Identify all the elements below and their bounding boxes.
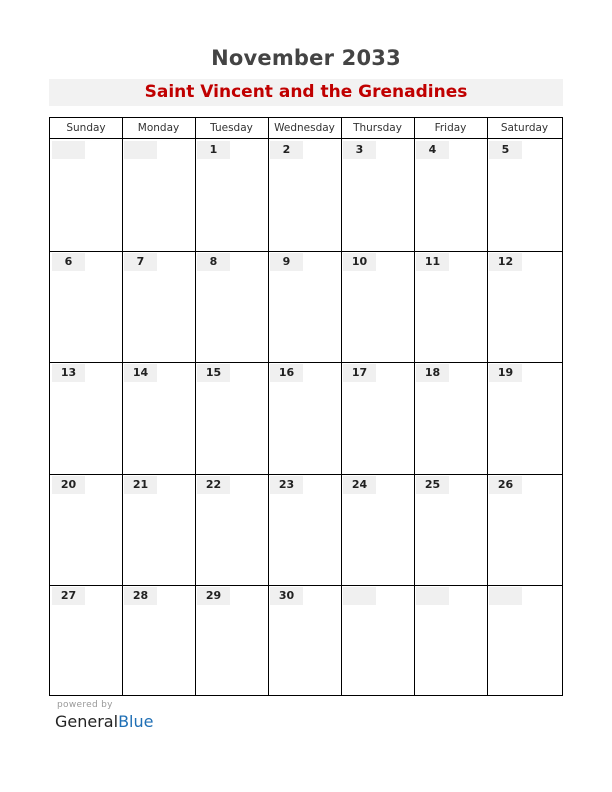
date-number: 29 [197, 587, 230, 605]
calendar-grid [49, 117, 563, 696]
day-cell[interactable] [195, 139, 268, 251]
weekday-header-5: Friday [414, 118, 487, 139]
date-number [489, 587, 522, 605]
date-number: 3 [343, 141, 376, 159]
day-cell[interactable] [487, 139, 562, 251]
day-cell[interactable] [414, 362, 487, 474]
day-cell[interactable] [268, 474, 341, 586]
date-number: 25 [416, 476, 449, 494]
weekday-header-0: Sunday [50, 118, 122, 139]
date-number: 6 [52, 253, 85, 271]
day-cell[interactable] [122, 139, 195, 251]
powered-by-label: powered by [57, 700, 113, 710]
date-number: 1 [197, 141, 230, 159]
date-number: 9 [270, 253, 303, 271]
day-cell[interactable] [341, 474, 414, 586]
date-number: 20 [52, 476, 85, 494]
date-number [52, 141, 85, 159]
day-cell[interactable] [487, 362, 562, 474]
date-number [343, 587, 376, 605]
date-number: 11 [416, 253, 449, 271]
date-number: 22 [197, 476, 230, 494]
date-number: 15 [197, 364, 230, 382]
weekday-header-3: Wednesday [268, 118, 341, 139]
day-cell[interactable] [341, 362, 414, 474]
day-cell[interactable] [50, 251, 122, 363]
day-cell[interactable] [341, 585, 414, 697]
day-cell[interactable] [195, 474, 268, 586]
day-cell[interactable] [414, 585, 487, 697]
date-number: 7 [124, 253, 157, 271]
day-cell[interactable] [487, 251, 562, 363]
day-cell[interactable] [414, 251, 487, 363]
day-cell[interactable] [50, 474, 122, 586]
date-number [124, 141, 157, 159]
weekday-header-1: Monday [122, 118, 195, 139]
date-number: 5 [489, 141, 522, 159]
day-cell[interactable] [195, 251, 268, 363]
day-cell[interactable] [268, 585, 341, 697]
page-title: November 2033 [211, 46, 401, 70]
weekday-header-4: Thursday [341, 118, 414, 139]
date-number: 18 [416, 364, 449, 382]
day-cell[interactable] [414, 139, 487, 251]
day-cell[interactable] [50, 139, 122, 251]
date-number: 2 [270, 141, 303, 159]
date-number: 26 [489, 476, 522, 494]
day-cell[interactable] [195, 362, 268, 474]
date-number [416, 587, 449, 605]
day-cell[interactable] [487, 474, 562, 586]
brand-blue-text: Blue [118, 712, 154, 731]
day-cell[interactable] [268, 251, 341, 363]
date-number: 17 [343, 364, 376, 382]
date-number: 19 [489, 364, 522, 382]
day-cell[interactable] [268, 362, 341, 474]
day-cell[interactable] [268, 139, 341, 251]
date-number: 30 [270, 587, 303, 605]
date-number: 14 [124, 364, 157, 382]
brand-logo[interactable] [55, 712, 153, 731]
country-banner: Saint Vincent and the Grenadines [49, 79, 563, 106]
day-cell[interactable] [122, 362, 195, 474]
date-number: 4 [416, 141, 449, 159]
date-number: 21 [124, 476, 157, 494]
day-cell[interactable] [195, 585, 268, 697]
date-number: 10 [343, 253, 376, 271]
date-number: 13 [52, 364, 85, 382]
date-number: 23 [270, 476, 303, 494]
date-number: 12 [489, 253, 522, 271]
date-number: 16 [270, 364, 303, 382]
day-cell[interactable] [50, 362, 122, 474]
weekday-header-2: Tuesday [195, 118, 268, 139]
day-cell[interactable] [122, 585, 195, 697]
day-cell[interactable] [122, 251, 195, 363]
day-cell[interactable] [341, 251, 414, 363]
date-number: 8 [197, 253, 230, 271]
date-number: 27 [52, 587, 85, 605]
day-cell[interactable] [341, 139, 414, 251]
day-cell[interactable] [122, 474, 195, 586]
weekday-header-6: Saturday [487, 118, 562, 139]
day-cell[interactable] [487, 585, 562, 697]
date-number: 24 [343, 476, 376, 494]
day-cell[interactable] [414, 474, 487, 586]
brand-general-text: General [55, 712, 119, 731]
date-number: 28 [124, 587, 157, 605]
day-cell[interactable] [50, 585, 122, 697]
